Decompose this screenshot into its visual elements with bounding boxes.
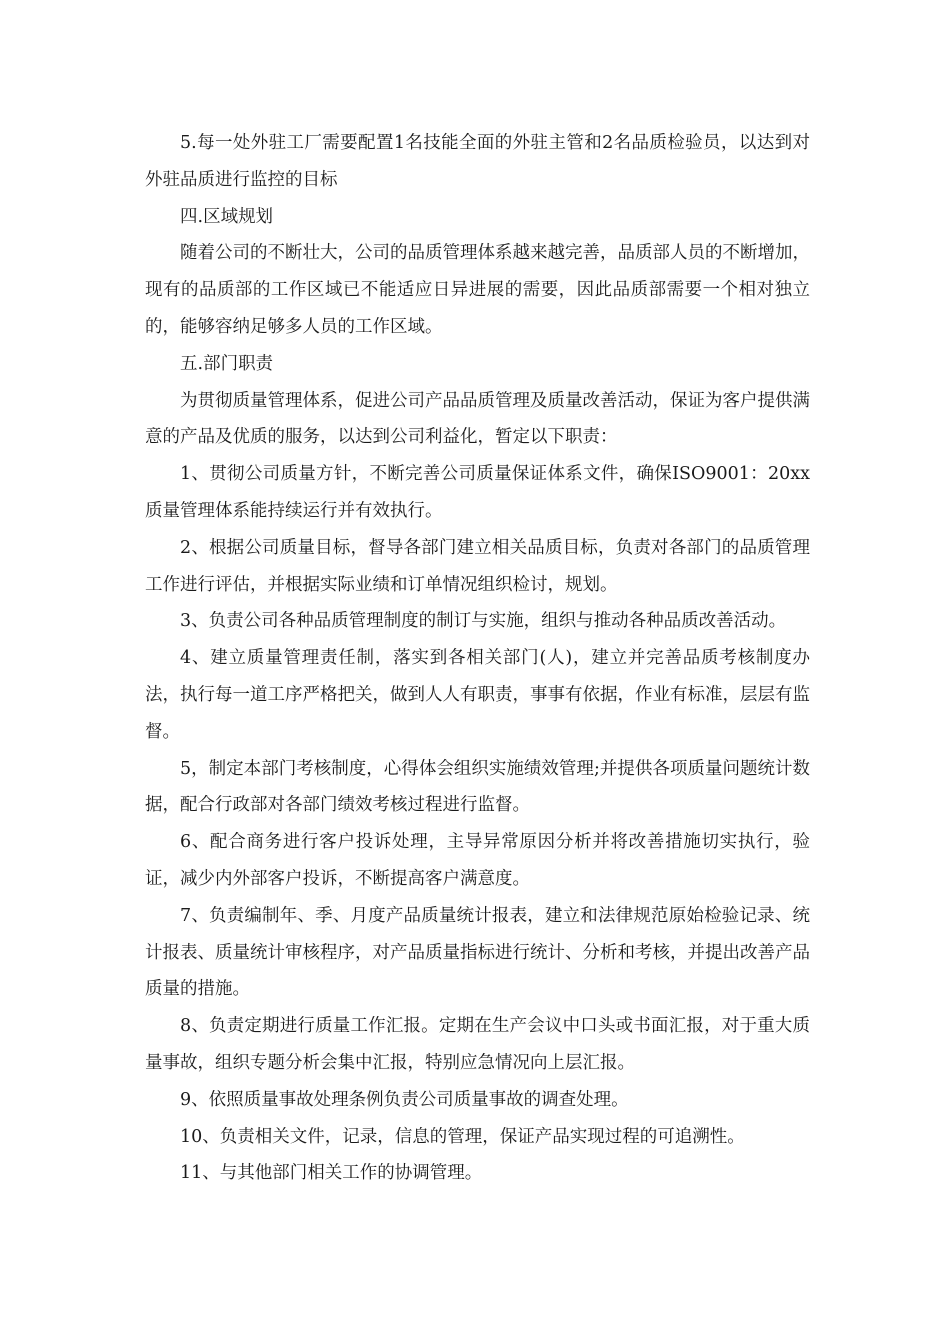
duty-item-5: 5，制定本部门考核制度，心得体会组织实施绩效管理;并提供各项质量问题统计数据，配合行政部对各部门绩效考核过程进行监督。 bbox=[145, 758, 810, 816]
duty-item-6: 6、配合商务进行客户投诉处理，主导异常原因分析并将改善措施切实执行，验证，减少内外部客户投诉，不断提高客户满意度。 bbox=[145, 832, 810, 889]
duty-item-9: 9、依照质量事故处理条例负责公司质量事故的调查处理。 bbox=[180, 1089, 629, 1110]
duty-item-8: 8、负责定期进行质量工作汇报。定期在生产会议中口头或书面汇报，对于重大质量事故，组织专题分析会集中汇报，特别应急情况向上层汇报。 bbox=[145, 1016, 810, 1073]
duty-item-4: 4、建立质量管理责任制，落实到各相关部门(人)，建立并完善品质考核制度办法，执行每一道工序严格把关，做到人人有职责，事事有依据，作业有标准，层层有监督。 bbox=[145, 648, 810, 742]
duty-item-7: 7、负责编制年、季、月度产品质量统计报表，建立和法律规范原始检验记录、统计报表、质量统计审核程序，对产品质量指标进行统计、分析和考核，并提出改善产品质量的措施。 bbox=[145, 905, 810, 1000]
duty-item-3: 3、负责公司各种品质管理制度的制订与实施，组织与推动各种品质改善活动。 bbox=[180, 611, 787, 632]
paragraph-duties-intro: 为贯彻质量管理体系，促进公司产品品质管理及质量改善活动，保证为客户提供满意的产品及优质的服务，以达到公司利益化，暂定以下职责： bbox=[145, 390, 810, 448]
paragraph-outsourced-factory-staffing: 5.每一处外驻工厂需要配置1名技能全面的外驻主管和2名品质检验员，以达到对外驻品质进行监控的目标 bbox=[145, 133, 810, 190]
duty-item-1: 1、贯彻公司质量方针，不断完善公司质量保证体系文件，确保ISO9001：20xx质量管理体系能持续运行并有效执行。 bbox=[145, 464, 810, 521]
duty-item-2: 2、根据公司质量目标，督导各部门建立相关品质目标，负责对各部门的品质管理工作进行评估，并根据实际业绩和订单情况组织检讨，规划。 bbox=[145, 537, 810, 595]
paragraph-area-planning: 随着公司的不断壮大，公司的品质管理体系越来越完善，品质部人员的不断增加，现有的品质部的工作区域已不能适应日异进展的需要，因此品质部需要一个相对独立的，能够容纳足够多人员的工作区域。 bbox=[145, 243, 810, 337]
section-heading-area-planning: 四.区域规划 bbox=[180, 206, 274, 227]
section-heading-department-duties: 五.部门职责 bbox=[180, 353, 274, 374]
document-body bbox=[145, 125, 810, 1192]
duty-item-10: 10、负责相关文件，记录，信息的管理，保证产品实现过程的可追溯性。 bbox=[180, 1126, 745, 1147]
duty-item-11: 11、与其他部门相关工作的协调管理。 bbox=[180, 1163, 483, 1184]
